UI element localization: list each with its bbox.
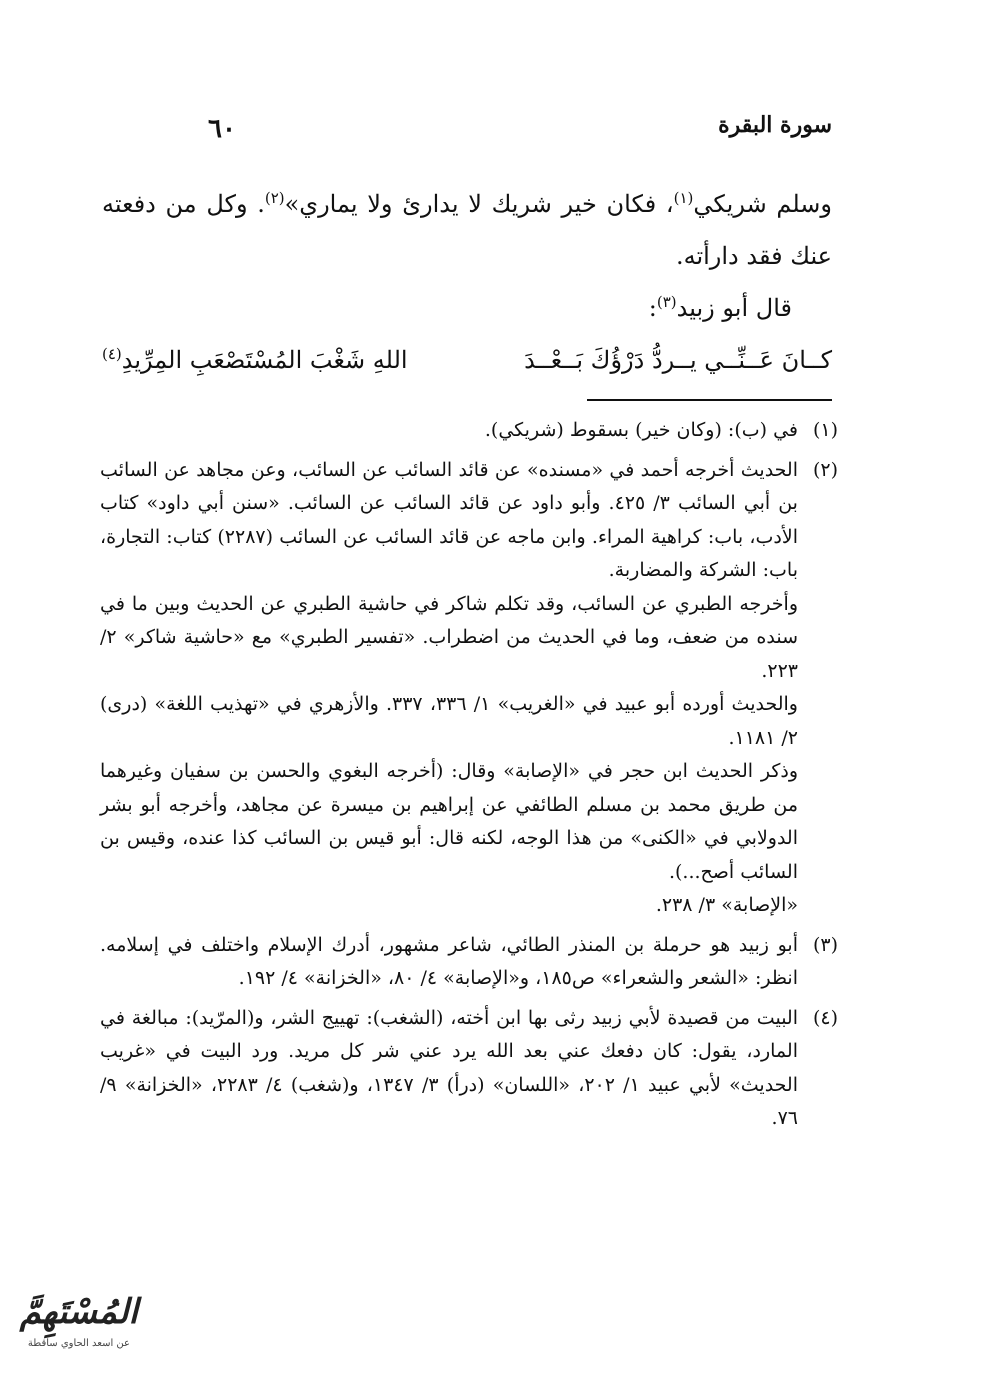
page-number: ٦٠ [208,114,236,144]
footnote [100,1002,838,1136]
footnote [100,414,838,448]
poet-intro-colon: : [648,294,657,322]
footnote-paragraph: والحديث أورده أبو عبيد في «الغريب» ١/ ٣٣٦، ٣٣٧. والأزهري في «تهذيب اللغة» (درى) ٢/ ١١٨١. [100,693,798,749]
footnote-paragraph: أبو زبيد هو حرملة بن المنذر الطائي، شاعر مشهور، أدرك الإسلام واختلف في إسلامه. انظر: «الشعر والشعراء» ص١٨٥، و«الإصابة» ٤/ ٨٠، «الخزانة» ٤/ ١٩٢. [100,933,798,989]
body-text-segment: ، فكان خير شريك لا يدارئ ولا يماري» [284,190,674,218]
footnote-paragraph: في (ب): (وكان خير) بسقوط (شريكي). [484,419,798,441]
main-text [102,178,832,386]
footnote-ref: (٤) [102,345,122,363]
poetry-verse [102,334,832,386]
verse-second-hemistich: اللهِ شَغْبَ المُسْتَصْعَبِ المِرِّيدِ [121,346,408,374]
footnote-number: (٢) [812,458,838,481]
publisher-logo [14,1290,144,1360]
footnote-text [100,929,798,996]
footnote-text [100,454,798,923]
footnote [100,454,838,923]
footnote [100,929,838,996]
page-header [100,112,832,152]
footnote-text [100,414,798,448]
poet-intro-text: قال أبو زبيد [676,294,792,322]
poet-intro [102,282,832,334]
footnote-number: (٣) [812,933,838,956]
footnote-ref: (١) [673,189,694,207]
footnotes [100,414,838,1142]
logo-subtext: عن اسعد الحاوي ساقطة [27,1338,130,1349]
body-text-segment: وسلم شريكي [693,190,832,218]
footnote-paragraph: وذكر الحديث ابن حجر في «الإصابة» وقال: (أخرجه البغوي والحسن بن سفيان وغيرهما من طريق محمد بن مسلم الطائفي عن إبراهيم بن ميسرة عن مجاهد، وأخرجه أبو بشر الدولابي في «الكنى» من هذا الوجه، لكنه قال: أبو قيس بن السائب كذا عنده، وقيس بن السائب أصح...). [100,760,798,883]
verse-first-hemistich: كــانَ عَــنِّــي يــردُّ دَرْؤُكَ بَــعْــدَ [524,346,832,374]
logo-text: المُسْتَهِمَّ [19,1292,138,1332]
footnote-divider [587,399,832,401]
body-paragraph [102,178,832,282]
verse-second-hemistich-wrap [102,334,408,386]
footnote-number: (١) [812,419,838,441]
running-title: سورة البقرة [718,112,832,138]
footnote-paragraph: وأخرجه الطبري عن السائب، وقد تكلم شاكر في حاشية الطبري عن الحديث وبين ما في سنده من ضعف، وما في الحديث من اضطراب. «تفسير الطبري» مع «حاشية شاكر» ٢/ ٢٢٣. [100,592,798,682]
footnote-paragraph: البيت من قصيدة لأبي زبيد رثى بها ابن أخته، (الشغب): تهييج الشر، و(المرّيد): مبالغة في المارد، يقول: كان دفعك عني بعد الله يرد عني شر كل مريد. ورد البيت في «غريب الحديث» لأبي عبيد ١/ ٢٠٢، «اللسان» (درأ) ٣/ ١٣٤٧، و(شغب) ٤/ ٢٢٨٣، «الخزانة» ٩/ ٧٦. [100,1006,799,1129]
footnote-paragraph: الحديث أخرجه أحمد في «مسنده» عن قائد السائب عن السائب، وعن مجاهد عن السائب بن أبي السائب ٣/ ٤٢٥. وأبو داود عن قائد السائب عن السائب. «سنن أبي داود» كتاب الأدب، باب: كراهية المراء. وابن ماجه عن قائد السائب عن السائب (٢٢٨٧) كتاب: التجارة، باب: الشركة والمضاربة. [100,458,798,581]
body-text-segment: . وكل من دفعته عنك فقد دارأته. [102,190,832,270]
footnote-paragraph: «الإصابة» ٣/ ٢٣٨. [655,894,798,916]
footnote-ref: (٢) [264,189,285,207]
footnote-ref: (٣) [656,293,677,311]
footnote-text [100,1002,798,1136]
footnote-number: (٤) [812,1006,838,1029]
